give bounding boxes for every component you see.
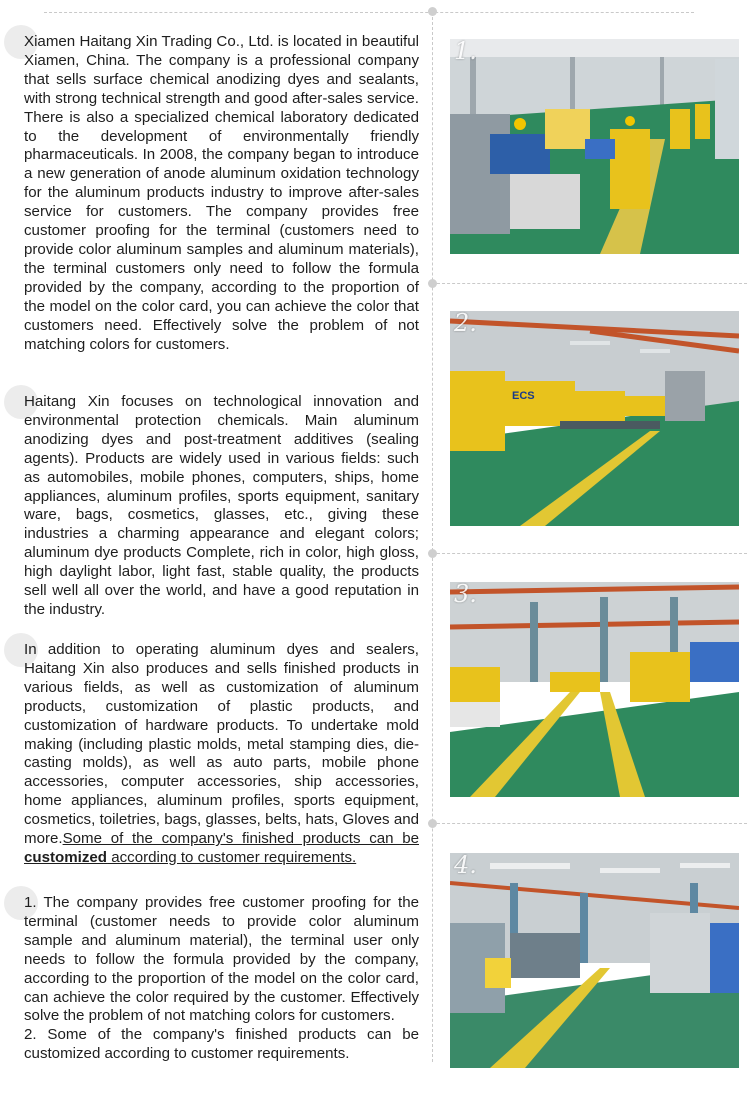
photo-number: 1. xyxy=(454,39,477,65)
intro-paragraph xyxy=(24,33,419,354)
divider-dot xyxy=(428,7,437,16)
summary-point-1: 1. The company provides free customer proofing for the terminal (customer needs to provide color aluminum sample and aluminum material), the terminal user only needs to follow the formula provided by the company, according to the proportion of the model on the color card, can achieve the color required by the customer. Effectively solve the problem of not matching colors for customers. xyxy=(24,894,419,1025)
vertical-dashed-divider xyxy=(432,12,433,1062)
intro-text: Xiamen Haitang Xin Trading Co., Ltd. is located in beautiful Xiamen, China. The company is a professional company that sells surface chemical anodizing dyes and sealants, with strong technical strength and good after-sales service. There is also a specialized chemical laboratory dedicated to the development of environmentally friendly pharmaceuticals. In 2008, the company began to introduce a new generation of anode aluminum oxidation technology for the aluminum products industry to improve after-sales service for customers. The company provides free customer proofing for the terminal (customers need to provide color aluminum samples and aluminum materials), the terminal customers only need to follow the formula provided by the company, according to the proportion of the model on the color card, you can achieve the color that customers need. Effectively solve the problem of not matching colors for customers. xyxy=(24,33,419,353)
factory-photo-1-image xyxy=(450,39,739,254)
factory-photo-1 xyxy=(450,39,739,254)
focus-text: Haitang Xin focuses on technological innovation and environmental protection chemicals. Main aluminum anodizing dyes and post-treatment additives (sealing agents). Products are widely used in various fields: such as automobiles, mobile phones, computers, ships, home appliances, aluminum profiles, sports equipment, sanitary ware, bags, cosmetics, glasses, etc., giving these industries a charming appearance and elegant colors; aluminum dye products Complete, rich in color, high gloss, high daylight labor, light fast, stable quality, the products sell well all over the world, and have a good reputation in the industry. xyxy=(24,393,419,618)
factory-photo-4 xyxy=(450,853,739,1068)
divider-rule-1 xyxy=(437,283,747,284)
customization-note: Some of the company's finished products can be customized according to customer requirements. xyxy=(24,830,419,866)
factory-photo-2 xyxy=(450,311,739,526)
factory-photo-4-image xyxy=(450,853,739,1068)
photo-number: 4. xyxy=(454,853,477,879)
summary-paragraph xyxy=(24,894,419,1064)
products-paragraph xyxy=(24,641,419,868)
photo-number: 3. xyxy=(454,582,477,608)
factory-photo-3-image xyxy=(450,582,739,797)
products-text: In addition to operating aluminum dyes and sealers, Haitang Xin also produces and sells finished products in various fields, as well as customization of aluminum products, customization of plastic products, and customization of hardware products. To undertake mold making (including plastic molds, metal stamping dies, die-casting molds), as well as auto parts, mobile phone accessories, computer accessories, ship accessories, home appliances, aluminum profiles, sports equipment, cosmetics, toiletries, bags, glasses, belts, hats, Gloves and more. xyxy=(24,641,419,848)
summary-point-2: 2. Some of the company's finished products can be customized according to customer requirements. xyxy=(24,1026,419,1063)
photo-number: 2. xyxy=(454,311,477,337)
top-dashed-rule xyxy=(44,12,694,13)
divider-dot xyxy=(428,279,437,288)
factory-photo-2-image xyxy=(450,311,739,526)
divider-dot xyxy=(428,819,437,828)
factory-photo-3 xyxy=(450,582,739,797)
machine-label: ECS xyxy=(512,390,535,402)
divider-rule-3 xyxy=(437,823,747,824)
divider-dot xyxy=(428,549,437,558)
focus-paragraph xyxy=(24,393,419,620)
divider-rule-2 xyxy=(437,553,747,554)
